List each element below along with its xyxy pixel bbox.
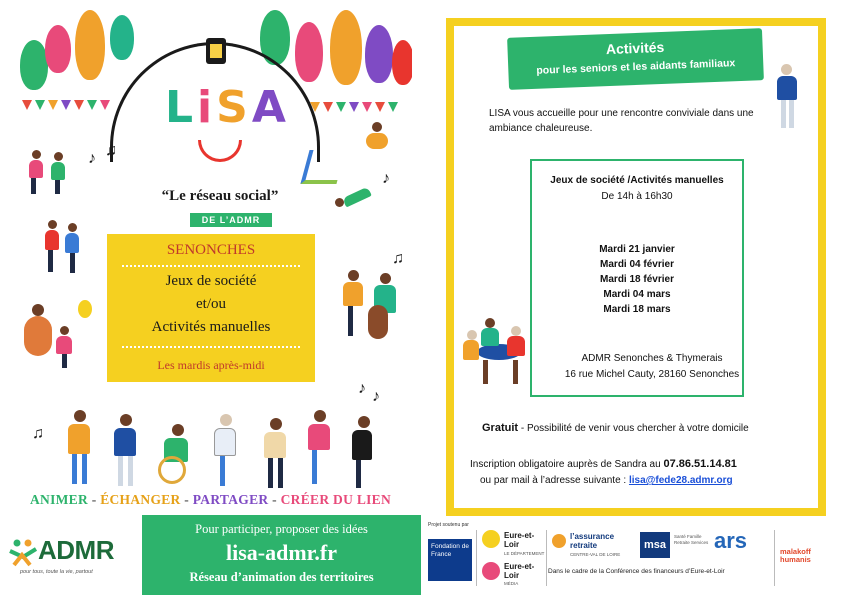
music-note-icon: ♫ <box>105 142 117 159</box>
schedule-text: Les mardis après-midi <box>157 358 265 372</box>
dancing-couple-illustration <box>40 215 90 275</box>
dotted-divider <box>122 346 300 348</box>
motto-word: CRÉER DU LIEN <box>280 492 392 507</box>
gratuit-line <box>482 422 749 434</box>
activity-line: et/ou <box>196 296 226 312</box>
gratuit-label: Gratuit <box>482 422 519 434</box>
activity-line: Jeux de société <box>165 273 257 289</box>
msa-sub: Santé Famille Retraite Services <box>674 534 709 545</box>
family-balloon-illustration <box>20 300 100 375</box>
musicians-illustration <box>338 265 408 355</box>
activities-banner <box>507 28 764 90</box>
eure-loir-departement-sub: LE DÉPARTEMENT <box>504 551 545 556</box>
lisa-logo <box>165 82 290 133</box>
participation-band <box>142 515 421 595</box>
venue-name: ADMR Senonches & Thymerais <box>581 353 723 364</box>
email-line <box>480 475 733 486</box>
guitar-couple-illustration <box>22 150 72 200</box>
music-note-icon: ♪ <box>88 150 96 167</box>
event-details-box <box>530 159 744 397</box>
malakoff-humanis-logo: malakoff humanis <box>780 547 811 564</box>
music-note-icon: ♪ <box>382 170 390 187</box>
banner-subtitle: pour les seniors et les aidants familiaux <box>536 57 736 77</box>
activity-line: Activités manuelles <box>151 319 271 335</box>
website-link[interactable]: lisa-admr.fr <box>225 540 337 565</box>
deck-chair-illustration <box>300 150 345 184</box>
partner-divider <box>774 530 775 586</box>
assurance-retraite-label: l’assurance retraite <box>570 532 615 550</box>
fondation-de-france-logo <box>428 522 472 590</box>
motto-separator: - <box>88 492 101 507</box>
partners-strip <box>424 522 842 595</box>
admr-brand: ADMR <box>38 535 114 565</box>
tree-illustration <box>45 25 71 73</box>
motto-word: ANIMER <box>29 492 89 507</box>
group-table-illustration <box>463 318 535 390</box>
event-title: Jeux de société /Activités manuelles <box>550 175 724 186</box>
motto-separator: - <box>180 492 193 507</box>
intro-text: LISA vous accueille pour une rencontre conviviale dans une ambiance chaleureuse. <box>489 108 754 134</box>
event-hours: De 14h à 16h30 <box>601 191 673 202</box>
stretching-figure-illustration <box>335 188 385 222</box>
bunting-decoration <box>22 100 110 110</box>
lamp-light-icon <box>210 44 222 58</box>
dotted-divider <box>122 265 300 267</box>
lisa-letter: i <box>197 82 217 133</box>
motto-word: ÉCHANGER <box>100 492 181 507</box>
event-date: Mardi 21 janvier <box>599 244 675 255</box>
bunting-decoration <box>310 102 398 112</box>
admr-logo <box>0 515 142 595</box>
tree-illustration <box>365 25 393 83</box>
email-link[interactable]: lisa@fede28.admr.org <box>628 475 733 486</box>
ars-logo: ars <box>714 528 748 553</box>
partner-divider <box>546 530 547 586</box>
music-note-icon: ♪ <box>372 388 380 405</box>
tree-illustration <box>295 22 323 82</box>
participate-text: Pour participer, proposer des idées <box>195 522 368 536</box>
admr-tag: DE L’ADMR <box>190 213 272 227</box>
gratuit-text: - Possibilité de venir vous chercher à votre domicile <box>518 423 749 434</box>
eure-loir-media-label: Eure-et-Loir <box>504 562 535 580</box>
senior-walking-illustration <box>772 64 802 134</box>
inscription-text: Inscription obligatoire auprès de Sandra au <box>470 459 661 470</box>
fondation-caption: Projet soutenu par <box>428 522 469 528</box>
fondation-name: Fondation de France <box>428 539 472 581</box>
event-date: Mardi 04 mars <box>603 289 671 300</box>
partner-divider <box>476 530 477 586</box>
motto-line <box>0 492 421 508</box>
lisa-letter: S <box>216 82 252 133</box>
network-text: Réseau d’animation des territoires <box>189 570 374 584</box>
city-name: SENONCHES <box>166 242 256 258</box>
lisa-letter: L <box>165 82 198 133</box>
inscription-line <box>470 458 737 470</box>
phone-number[interactable]: 07.86.51.14.81 <box>663 458 737 470</box>
tree-illustration <box>110 15 134 60</box>
motto-separator: - <box>268 492 281 507</box>
yoga-figure-illustration <box>360 122 394 162</box>
tree-illustration <box>75 10 105 80</box>
music-note-icon: ♫ <box>392 250 404 267</box>
lisa-letter: A <box>251 82 290 133</box>
conference-financeurs-text: Dans le cadre de la Conférence des financeurs d’Eure-et-Loir <box>548 568 725 575</box>
motto-word: PARTAGER <box>192 492 269 507</box>
activity-box <box>107 234 315 382</box>
dancers-illustration <box>60 400 380 500</box>
event-date: Mardi 18 mars <box>603 304 671 315</box>
admr-slogan: pour tous, toute la vie, partout <box>20 569 93 575</box>
email-prefix: ou par mail à l’adresse suivante : <box>480 475 629 486</box>
msa-logo: msa <box>640 532 670 558</box>
admr-people-icon <box>8 537 38 567</box>
assurance-retraite-sub: CENTRE-VAL DE LOIRE <box>570 552 621 557</box>
eure-loir-departement-icon <box>482 530 500 548</box>
tree-illustration <box>330 10 362 85</box>
tree-illustration <box>20 40 48 90</box>
tree-illustration <box>392 40 412 85</box>
reseau-social-tagline: “Le réseau social” <box>161 188 279 204</box>
eure-loir-departement-label: Eure-et-Loir <box>504 531 535 549</box>
music-note-icon: ♪ <box>358 380 366 397</box>
banner-title: Activités <box>605 38 665 58</box>
assurance-retraite-icon <box>552 534 566 548</box>
music-note-icon: ♫ <box>32 425 44 442</box>
event-date: Mardi 04 février <box>600 259 674 270</box>
eure-loir-media-icon <box>482 562 500 580</box>
event-date: Mardi 18 février <box>600 274 674 285</box>
eure-loir-media-sub: MÉDIA <box>504 581 519 586</box>
venue-address: 16 rue Michel Cauty, 28160 Senonches <box>564 369 740 380</box>
